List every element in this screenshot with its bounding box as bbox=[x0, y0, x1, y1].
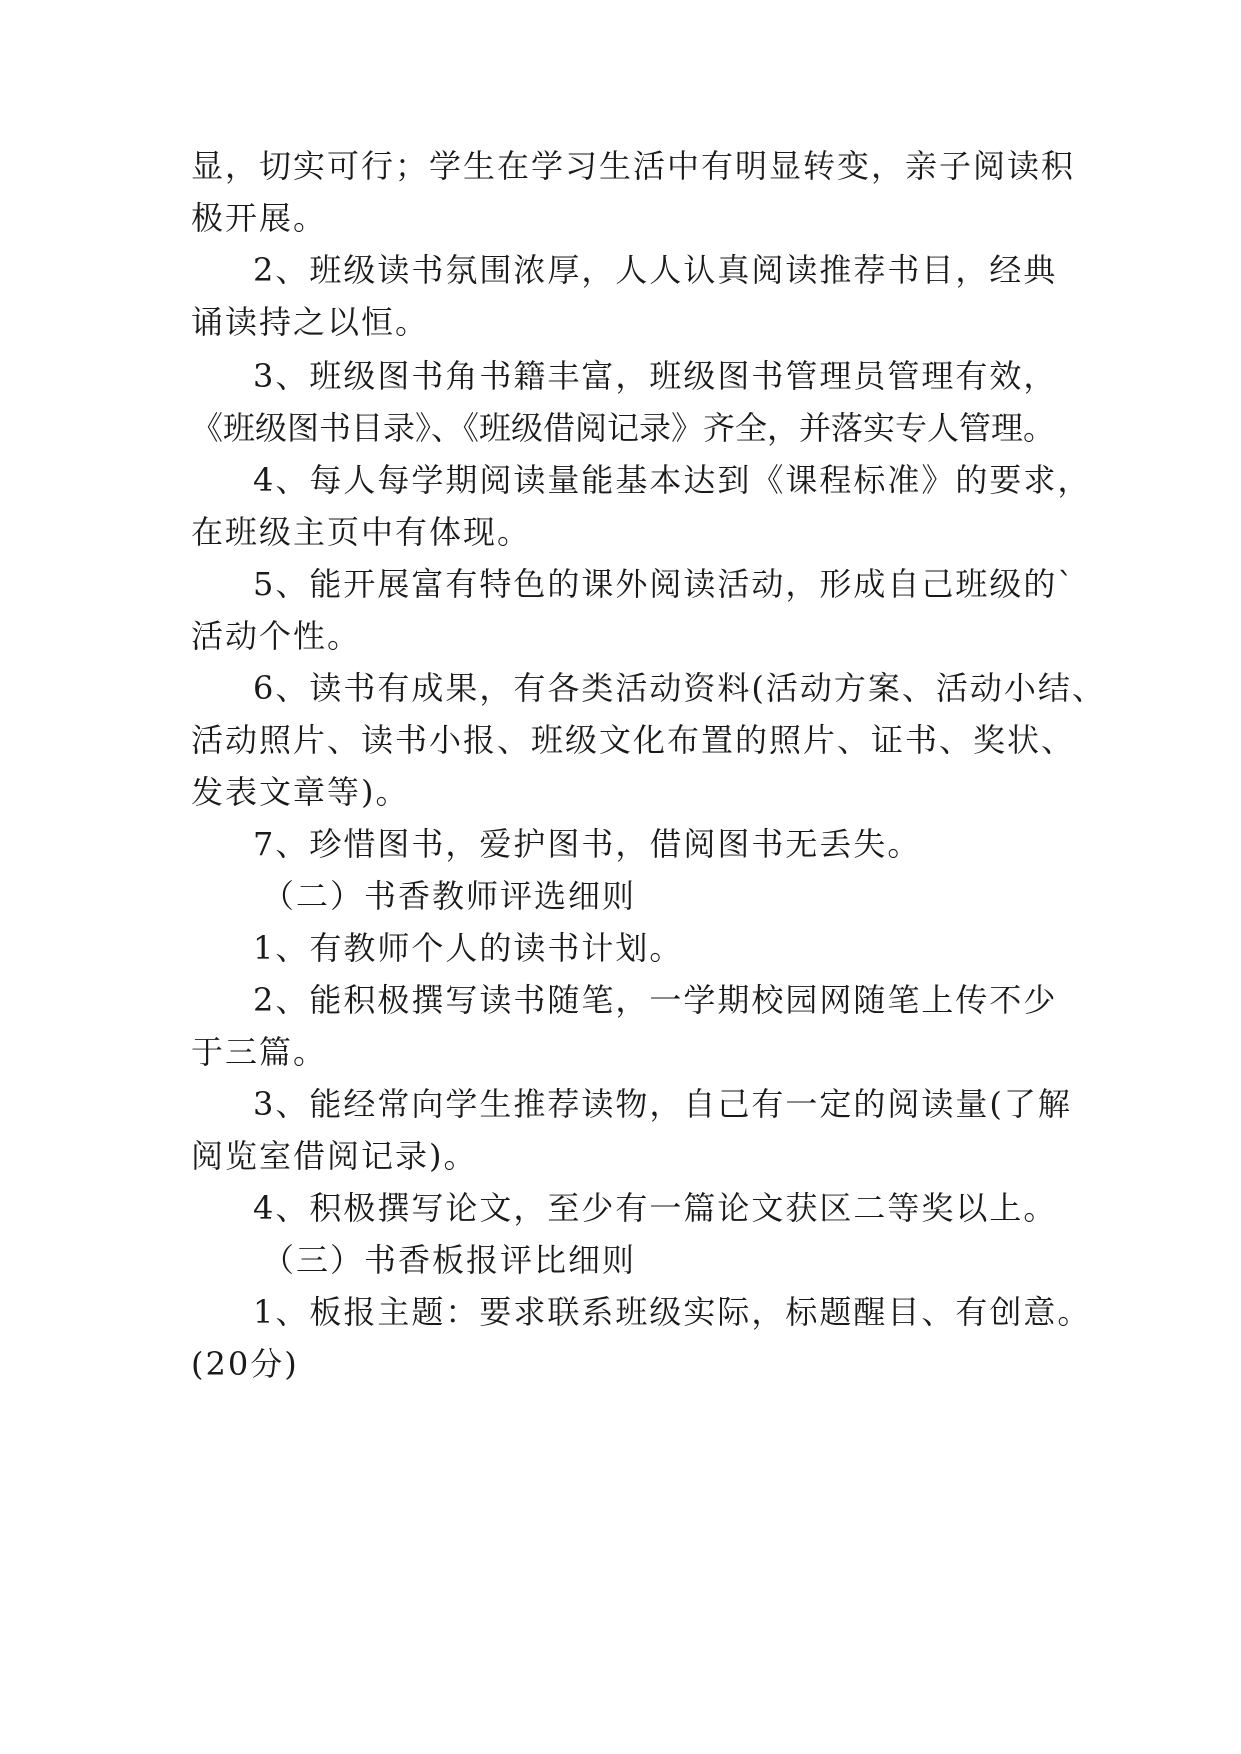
paragraph-line: 4、积极撰写论文，至少有一篇论文获区二等奖以上。 bbox=[253, 1189, 1058, 1227]
paragraph-line: 于三篇。 bbox=[191, 1033, 328, 1071]
paragraph-line: 1、板报主题：要求联系班级实际，标题醒目、有创意。 bbox=[253, 1293, 1092, 1331]
paragraph-line: 4、每人每学期阅读量能基本达到《课程标准》的要求， bbox=[253, 461, 1092, 499]
paragraph-line: (20分) bbox=[191, 1345, 299, 1383]
section-heading: （三）书香板报评比细则 bbox=[262, 1241, 637, 1279]
paragraph-line: 极开展。 bbox=[191, 199, 328, 237]
paragraph-line: 发表文章等)。 bbox=[191, 773, 410, 811]
paragraph-line: 活动个性。 bbox=[191, 617, 362, 655]
paragraph-line: 阅览室借阅记录)。 bbox=[191, 1137, 478, 1175]
paragraph-line: 活动照片、读书小报、班级文化布置的照片、证书、奖状、 bbox=[191, 721, 1076, 759]
paragraph-line: 在班级主页中有体现。 bbox=[191, 513, 532, 551]
paragraph-line: 2、能积极撰写读书随笔，一学期校园网随笔上传不少 bbox=[253, 981, 1058, 1019]
section-heading: （二）书香教师评选细则 bbox=[262, 877, 637, 915]
paragraph-line: 5、能开展富有特色的课外阅读活动，形成自己班级的` bbox=[253, 565, 1076, 603]
paragraph-line: 诵读持之以恒。 bbox=[191, 303, 430, 341]
paragraph-line: 1、有教师个人的读书计划。 bbox=[253, 929, 684, 967]
paragraph-line: 3、能经常向学生推荐读物，自己有一定的阅读量(了解 bbox=[253, 1085, 1072, 1123]
paragraph-line: 2、班级读书氛围浓厚，人人认真阅读推荐书目，经典 bbox=[253, 251, 1058, 289]
paragraph-line: 3、班级图书角书籍丰富，班级图书管理员管理有效， bbox=[253, 357, 1058, 395]
paragraph-line: 《班级图书目录》、《班级借阅记录》齐全，并落实专人管理。 bbox=[191, 409, 1056, 447]
paragraph-line: 6、读书有成果，有各类活动资料(活动方案、活动小结、 bbox=[253, 669, 1106, 707]
paragraph-line: 7、珍惜图书，爱护图书，借阅图书无丢失。 bbox=[253, 825, 922, 863]
paragraph-line: 显，切实可行；学生在学习生活中有明显转变，亲子阅读积 bbox=[191, 147, 1076, 185]
